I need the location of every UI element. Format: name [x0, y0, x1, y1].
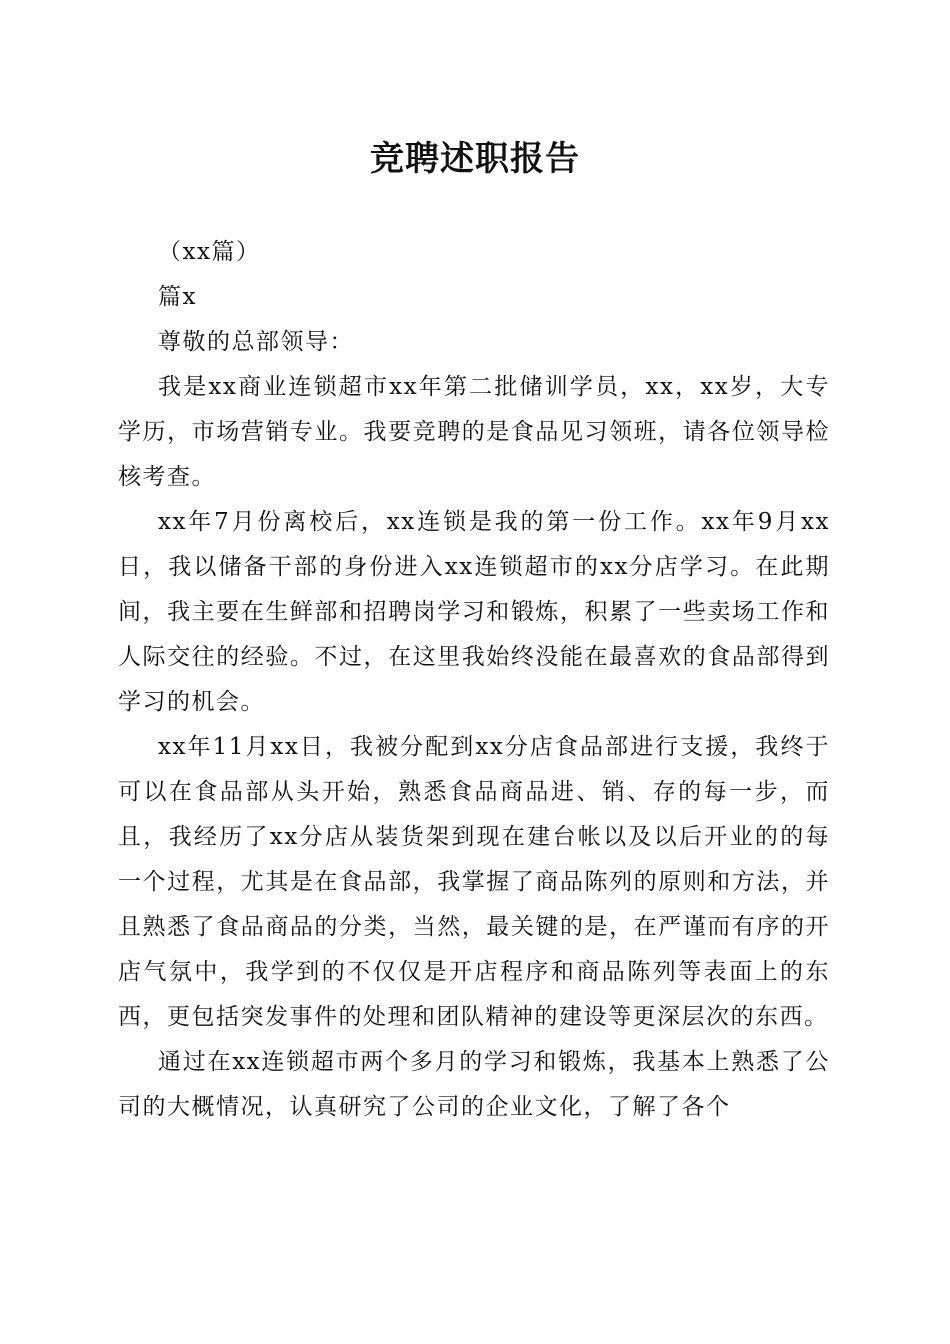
document-title: 竞聘述职报告 [370, 139, 580, 179]
paragraph-section: 篇x [158, 284, 197, 310]
paragraph-edition: （xx篇） [158, 239, 261, 265]
paragraph-salutation: 尊敬的总部领导： [158, 329, 354, 355]
paragraph-food-department: xx年11月xx日，我被分配到xx分店食品部进行支援，我终于可以在食品部从头开始，熟悉食品商品进、销、存的每一步，而且，我经历了xx分店从装货架到现在建台帐以及以后开业的的每一个过程，尤其是在食品部，我掌握了商品陈列的原则和方法，并且熟悉了食品商品的分类，当然，最关键的是，在严谨而有序的开店气氛中，我学到的不仅仅是开店程序和商品陈列等表面上的东西，更包括突发事件的处理和团队精神的建设等更深层次的东西。 [118, 734, 830, 1030]
paragraph-first-job: xx年7月份离校后，xx连锁是我的第一份工作。xx年9月xx日，我以储备干部的身份进入xx连锁超市的xx分店学习。在此期间，我主要在生鲜部和招聘岗学习和锻炼，积累了一些卖场工作和人际交往的经验。不过，在这里我始终没能在最喜欢的食品部得到学习的机会。 [118, 509, 830, 715]
paragraph-introduction: 我是xx商业连锁超市xx年第二批储训学员，xx，xx岁，大专学历，市场营销专业。我要竞聘的是食品见习领班，请各位领导检核考查。 [118, 374, 830, 490]
document-body [118, 230, 830, 1130]
paragraph-learning-summary: 通过在xx连锁超市两个多月的学习和锻炼，我基本上熟悉了公司的大概情况，认真研究了公司的企业文化，了解了各个 [118, 1049, 830, 1120]
